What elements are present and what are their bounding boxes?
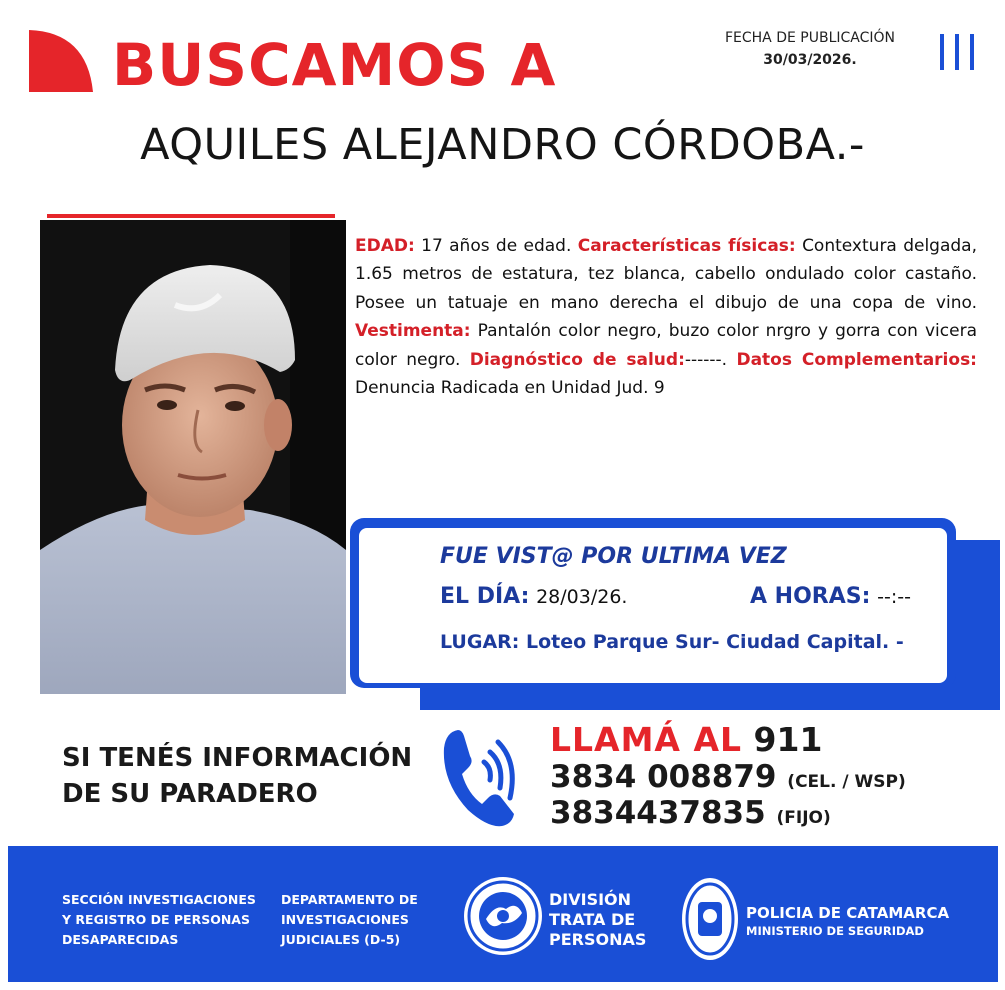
footer-org-section [62,890,256,950]
extra-label: Datos Complementarios: [736,349,977,370]
call-label: LLAMÁ AL [550,720,743,759]
org3-line-2: TRATA DE [549,910,636,929]
call-line [550,720,822,760]
footer-police-title: POLICIA DE CATAMARCA [746,904,950,922]
landline-number[interactable]: 3834437835 [550,795,766,831]
emergency-number[interactable]: 911 [753,720,823,759]
division-seal-icon [462,875,544,957]
person-photo [40,220,346,694]
phone-icon [438,722,528,832]
last-seen-time [750,584,911,609]
footer-police-subtitle: MINISTERIO DE SEGURIDAD [746,924,924,938]
org2-line-1: DEPARTAMENTO DE [281,892,418,907]
person-description [355,232,977,402]
org2-line-2: INVESTIGACIONES [281,912,409,927]
physical-text: Contextura delgada, 1.65 metros de estatura, tez blanca, cabello ondulado color castaño. Posee un tatuaje en mano derecha el dibujo de una copa de vino. [355,236,977,313]
landline-note: (FIJO) [776,808,831,828]
last-seen-day [440,584,627,609]
org2-line-3: JUDICIALES (D-5) [281,932,401,947]
extra-text: Denuncia Radicada en Unidad Jud. 9 [355,378,665,399]
info-prompt [62,740,412,812]
clothing-text: Pantalón color negro, buzo color nrgro y gorra con vicera color negro. [355,321,977,370]
red-quarter-circle-logo [25,26,95,94]
info-line-2: DE SU PARADERO [62,779,318,809]
last-seen-title: FUE VIST@ POR ULTIMA VEZ [440,544,787,569]
age-label: EDAD: [355,236,415,256]
org3-line-3: PERSONAS [549,930,647,949]
publication-date: 30/03/2026. [763,52,857,68]
age-text: 17 años de edad. [414,236,578,256]
landline-line [550,794,831,837]
org1-line-1: SECCIÓN INVESTIGACIONES [62,892,256,907]
health-label: Diagnóstico de salud: [469,349,685,370]
org1-line-3: DESAPARECIDAS [62,932,179,947]
day-value: 28/03/26. [536,586,628,608]
clothing-label: Vestimenta: [355,321,471,342]
footer-org-department [281,890,418,950]
publication-info [690,30,930,68]
cell-note: (CEL. / WSP) [787,772,906,792]
last-seen-place: LUGAR: Loteo Parque Sur- Ciudad Capital. - [440,631,904,653]
footer-org-division [549,890,646,950]
physical-label: Características físicas: [577,236,796,256]
cell-number[interactable]: 3834 008879 [550,759,777,795]
police-shield-icon [680,876,740,962]
headline: BUSCAMOS A [112,31,557,99]
health-text: ------. [684,349,737,370]
publication-label: FECHA DE PUBLICACIÓN [724,30,896,46]
time-label: A HORAS: [750,584,871,609]
photo-accent-line [47,214,335,218]
day-label: EL DÍA: [440,584,530,609]
person-name: AQUILES ALEJANDRO CÓRDOBA.- [140,120,865,170]
time-value: --:-- [877,586,911,608]
org3-line-1: DIVISIÓN [549,890,632,909]
blue-bars-icon [940,34,976,70]
org1-line-2: Y REGISTRO DE PERSONAS [62,912,250,927]
info-line-1: SI TENÉS INFORMACIÓN [62,743,413,773]
